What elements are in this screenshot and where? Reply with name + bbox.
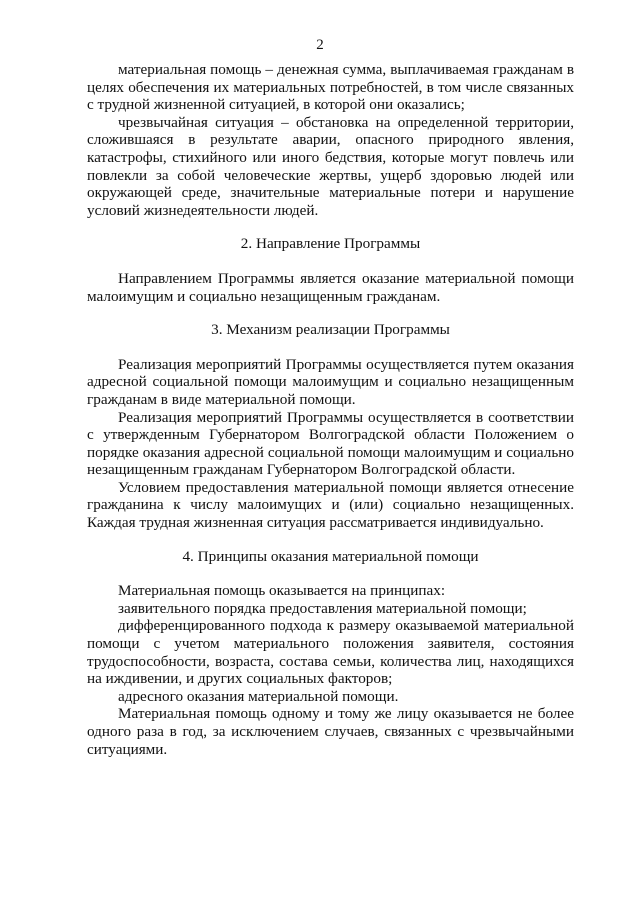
mechanism-paragraph-1: Реализация мероприятий Программы осуществляется путем оказания адресной социальной помощи малоимущим и социально незащищенным гражданам в виде материальной помощи. <box>87 355 574 408</box>
section-heading-principles: 4. Принципы оказания материальной помощи <box>182 547 479 565</box>
section-heading-mechanism: 3. Механизм реализации Программы <box>211 321 450 339</box>
definition-emergency: чрезвычайная ситуация – обстановка на определенной территории, сложившаяся в результате аварии, опасного природного явления, катастрофы, стихийного или иного бедствия, которые могут повлечь или повлекли за собой человеческие жертвы, ущерб здоровью людей или окружающей среде, значительные материальные потери и нарушение условий жизнедеятельности людей. <box>87 113 574 219</box>
section-heading-direction: 2. Направление Программы <box>240 235 421 253</box>
direction-paragraph: Направлением Программы является оказание материальной помощи малоимущим и социально незащищенным гражданам. <box>87 269 574 305</box>
mechanism-paragraph-3: Условием предоставления материальной помощи является отнесение гражданина к числу малоимущих и (или) социально незащищенных. Каждая трудная жизненная ситуация рассматривается индивидуально. <box>87 478 574 532</box>
principle-item-2: дифференцированного подхода к размеру оказываемой материальной помощи с учетом материального положения заявителя, состояния трудоспособности, возраста, состава семьи, количества лиц, находящихся на иждивении, и других социальных факторов; <box>87 617 574 688</box>
principles-intro: Материальная помощь оказывается на принципах: <box>118 582 446 600</box>
principle-item-3: адресного оказания материальной помощи. <box>118 687 399 705</box>
document-body <box>87 61 574 758</box>
frequency-paragraph: Материальная помощь одному и тому же лицу оказывается не более одного раза в год, за исключением случаев, связанных с чрезвычайными ситуациями. <box>87 705 574 758</box>
page-number: 2 <box>316 37 324 53</box>
principle-item-1: заявительного порядка предоставления материальной помощи; <box>118 599 527 617</box>
mechanism-paragraph-2: Реализация мероприятий Программы осуществляется в соответствии с утвержденным Губернатором Волгоградской области Положением о порядке оказания адресной социальной помощи малоимущим и социально незащищенным гражданам Губернатором Волгоградской области. <box>87 408 574 479</box>
definition-material-aid: материальная помощь – денежная сумма, выплачиваемая гражданам в целях обеспечения их материальных потребностей, в том числе связанных с трудной жизненной ситуацией, в которой они оказались; <box>87 61 574 114</box>
